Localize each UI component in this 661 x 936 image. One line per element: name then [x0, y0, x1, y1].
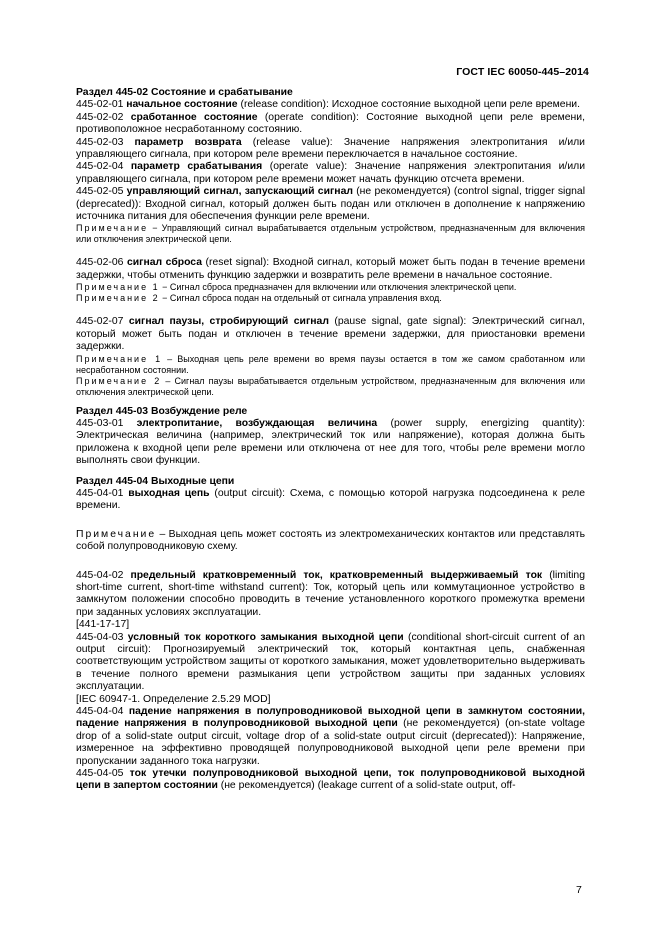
document-code-header: ГОСТ IEC 60050-445–2014: [456, 66, 589, 78]
entry-number: 445-04-04: [76, 706, 129, 718]
entry-term: ток утечки полупроводниковой выходной цепи, ток полупроводниковой выходной цепи в запертом состоянии: [76, 768, 585, 792]
entry-definition: (power supply, energizing quantity): Электрическая величина (например, электрический ток или напряжение), которая должна быть приложена к входной цепи реле времени или отключена от нее для того, чтобы реле времени могло выполнять свои функции.: [76, 417, 585, 467]
entry-term: параметр срабатывания: [130, 161, 263, 173]
entry-number: 445-04-05: [76, 768, 130, 780]
entry-term: управляющий сигнал, запускающий сигнал: [126, 186, 353, 198]
entry-definition: (не рекомендуется) (leakage current of a solid-state output, off-: [217, 780, 516, 792]
note-label: Примечание: [76, 223, 149, 234]
entry-definition: (conditional short-circuit current of an output circuit): Прогнозируемый электрический ток, который контактная цепь, снабженная соответствующим устройством защиты от короткого замыкания, может удовлетворительно выдерживать в течение полного времени размыкания цепи устройством защиты при заданных условиях эксплуатации.: [76, 631, 585, 693]
entry-definition: (operate value): Значение напряжения электропитания и/или управляющего сигнала, при котором реле времени может начать функцию отсчета времени.: [76, 161, 585, 185]
entry-definition: (reset signal): Входной сигнал, который может быть подан в течение времени задержки, чтобы отменить функцию задержки и возвратить реле времени в начальное состояние.: [76, 257, 586, 281]
entry-445-02-04: [76, 161, 585, 186]
note-445-02-07-2: [76, 376, 585, 398]
reference-iec-60947-1: [IEC 60947-1. Определение 2.5.29 MOD]: [76, 693, 271, 705]
entry-number: 445-04-01: [76, 487, 129, 499]
entry-definition: (limiting short-time current, short-time withstand current): Ток, который цепь или коммутационное устройство в замкнутом положении способно проводить в течение установленного короткого промежутка времени при заданных условиях эксплуатации.: [76, 569, 585, 618]
entry-445-04-01: [76, 488, 585, 513]
entry-term: начальное состояние: [126, 99, 238, 111]
entry-number: 445-04-02: [76, 569, 131, 581]
entry-445-02-03: [76, 137, 585, 162]
entry-number: 445-02-06: [76, 257, 127, 269]
entry-definition: (pause signal, gate signal): Электрический сигнал, который может быть подан и отключен в течение времени задержки, для приостановки времени задержки.: [76, 316, 586, 353]
entry-number: 445-02-02: [76, 111, 131, 123]
entry-definition: (не рекомендуется) (control signal, trigger signal (deprecated)): Входной сигнал, который должен быть подан или отключен в дополнение к напряжению источника питания для обеспечения функции реле времени.: [76, 186, 585, 223]
note-text: − Управляющий сигнал вырабатывается отдельным устройством, предназначенным для включения или отключения электрической цепи.: [76, 223, 585, 245]
entry-445-04-02: [76, 570, 585, 620]
entry-number: 445-03-01: [76, 417, 137, 429]
entry-445-02-02: [76, 112, 585, 137]
page-number: 7: [576, 884, 582, 896]
entry-number: 445-02-03: [76, 136, 135, 148]
note-445-02-07-1: [76, 354, 585, 376]
entry-term: падение напряжения в полупроводниковой выходной цепи в замкнутом состоянии, падение напряжения в полупроводниковой выходной цепи: [76, 706, 585, 730]
entry-term: сигнал сброса: [126, 257, 202, 269]
entry-445-04-04: [76, 706, 585, 768]
entry-number: 445-02-04: [76, 161, 131, 173]
note-text: − Сигнал сброса предназначен для включении или отключения электрической цепи.: [159, 282, 517, 293]
entry-number: 445-02-01: [76, 99, 127, 111]
note-445-02-06-2: [76, 293, 585, 304]
note-text: – Выходная цепь может состоять из электромеханических контактов или представлять собой полупроводниковую схему.: [76, 528, 585, 553]
entry-term: параметр возврата: [134, 136, 242, 148]
entry-number: 445-02-05: [76, 186, 127, 198]
entry-term: сработанное состояние: [130, 111, 258, 123]
entry-term: условный ток короткого замыкания выходной цепи: [127, 631, 404, 643]
section-heading-445-04: Раздел 445-04 Выходные цепи: [76, 475, 235, 487]
entry-445-02-07: [76, 316, 585, 353]
entry-definition: (release condition): Исходное состояние выходной цепи реле времени.: [237, 99, 581, 111]
entry-definition: (output circuit): Схема, с помощью которой нагрузка подсоединена к реле времени.: [76, 487, 585, 512]
entry-definition: (release value): Значение напряжения электропитания и/или управляющего сигнала, при котором реле времени переключается в начальное состояние.: [76, 136, 585, 161]
document-body: [76, 87, 585, 793]
note-text: − Сигнал сброса подан на отдельный от сигнала управления вход.: [159, 293, 442, 304]
note-label: Примечание 2: [76, 293, 160, 304]
entry-445-02-05: [76, 186, 585, 223]
note-445-02-06-1: [76, 282, 585, 293]
note-text: – Выходная цепь реле времени во время паузы остается в том же самом сработанном или несработанном состоянии.: [76, 353, 585, 375]
note-445-04-01: [76, 529, 585, 554]
note-label: Примечание 2: [76, 375, 162, 386]
entry-445-04-03: [76, 632, 585, 694]
note-label: Примечание 1: [76, 353, 163, 364]
section-heading-445-03: Раздел 445-03 Возбуждение реле: [76, 405, 248, 417]
entry-term: электропитание, возбуждающая величина: [136, 417, 378, 429]
entry-445-04-05: [76, 768, 585, 793]
entry-445-03-01: [76, 418, 585, 468]
note-label: Примечание 1: [76, 282, 160, 293]
entry-445-02-01: [76, 99, 585, 111]
note-label: Примечание: [76, 528, 157, 540]
note-text: – Сигнал паузы вырабатывается отдельным устройством, предназначенным для включения или отключения электрической цепи.: [76, 375, 585, 397]
reference-441-17-17: [441-17-17]: [76, 619, 130, 631]
entry-445-02-06: [76, 257, 585, 282]
entry-definition: (operate condition): Состояние выходной цепи реле времени, противоположное несработанному состоянию.: [76, 111, 585, 136]
note-445-02-05: [76, 223, 585, 245]
entry-number: 445-04-03: [76, 631, 128, 643]
entry-term: сигнал паузы, стробирующий сигнал: [128, 316, 329, 328]
entry-term: предельный кратковременный ток, кратковременный выдерживаемый ток: [130, 569, 543, 581]
entry-term: выходная цепь: [128, 487, 210, 499]
entry-number: 445-02-07: [76, 316, 129, 328]
entry-definition: (не рекомендуется) (on-state voltage drop of a solid-state output circuit, voltage drop of a solid-state output circuit (deprecated)): Напряжение, измеренное на эффективно проводящей полупроводниковой выходной цепи реле времени при пропускании заданного тока нагрузки.: [76, 718, 585, 767]
section-heading-445-02: Раздел 445-02 Состояние и срабатывание: [76, 87, 293, 98]
